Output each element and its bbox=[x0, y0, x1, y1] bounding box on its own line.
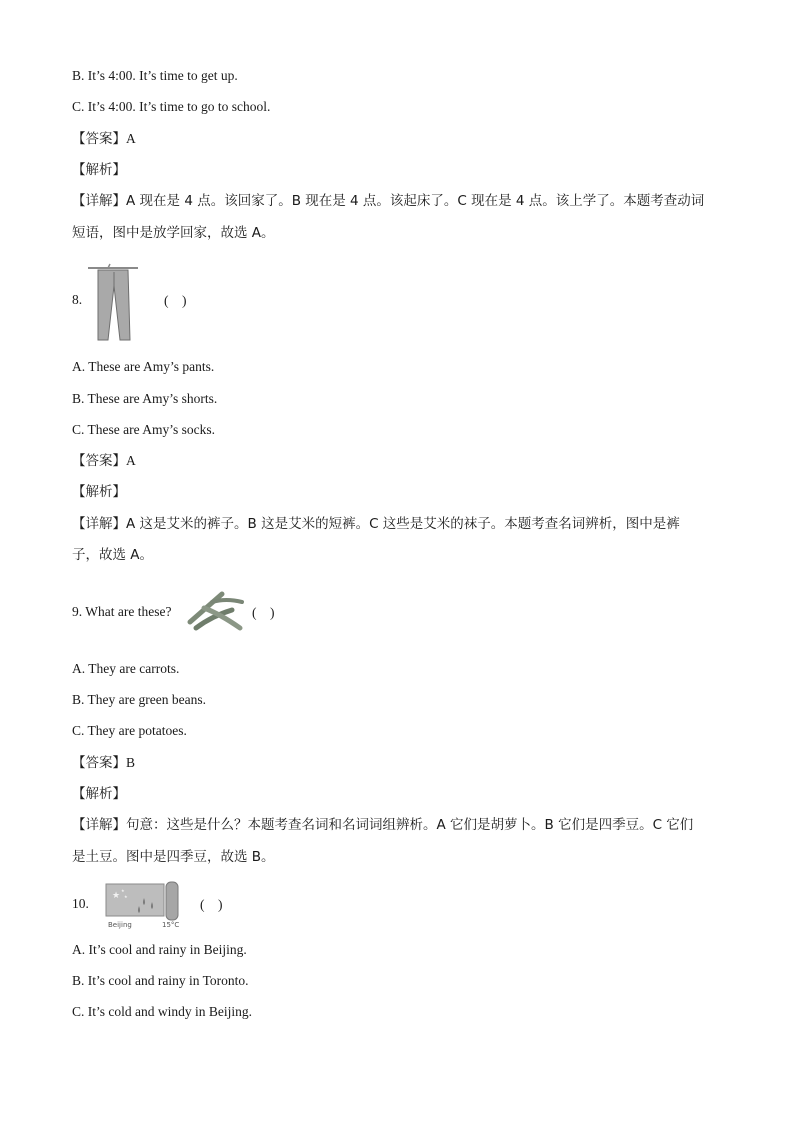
image-temp-label: 15°C bbox=[162, 921, 180, 929]
q10-option-a: A. It’s cool and rainy in Beijing. bbox=[72, 942, 247, 957]
q7-detail-line1: 【详解】A 现在是 4 点。该回家了。B 现在是 4 点。该起床了。C 现在是 4 点。该上学了。本题考查动词 bbox=[72, 193, 705, 209]
q10-option-b: B. It’s cool and rainy in Toronto. bbox=[72, 973, 249, 988]
answer-value: A bbox=[126, 131, 136, 146]
answer-label: 【答案】 bbox=[72, 131, 126, 147]
q7-option-c: C. It’s 4:00. It’s time to go to school. bbox=[72, 99, 271, 114]
q10-blank: ( ) bbox=[200, 897, 223, 912]
q9-analysis-label: 【解析】 bbox=[72, 786, 126, 802]
svg-text:★: ★ bbox=[112, 891, 121, 901]
q8-option-b: B. These are Amy’s shorts. bbox=[72, 391, 218, 406]
answer-value: B bbox=[126, 755, 136, 770]
q8-answer bbox=[72, 452, 136, 470]
q8-analysis-label: 【解析】 bbox=[72, 484, 126, 500]
pants-image bbox=[86, 262, 142, 342]
q9-question: 9. What are these? bbox=[72, 604, 172, 619]
q9-detail-line1: 【详解】句意：这些是什么？本题考查名词和名词词组辨析。A 它们是胡萝卜。B 它们是四季豆。C 它们 bbox=[72, 817, 694, 833]
answer-value: A bbox=[126, 453, 136, 468]
image-city-label: Beijing bbox=[108, 921, 132, 929]
answer-label: 【答案】 bbox=[72, 755, 126, 771]
answer-label: 【答案】 bbox=[72, 453, 126, 469]
q10-option-c: C. It’s cold and windy in Beijing. bbox=[72, 1004, 252, 1019]
q8-detail-line1: 【详解】A 这是艾米的裤子。B 这是艾米的短裤。C 这些是艾米的袜子。本题考查名词辨析，图中是裤 bbox=[72, 516, 680, 532]
q8-number: 8. bbox=[72, 292, 83, 307]
q9-answer bbox=[72, 754, 135, 772]
svg-text:★: ★ bbox=[121, 888, 125, 893]
q7-analysis-label: 【解析】 bbox=[72, 162, 126, 178]
q7-answer bbox=[72, 130, 136, 148]
q9-option-c: C. They are potatoes. bbox=[72, 723, 187, 738]
q8-option-c: C. These are Amy’s socks. bbox=[72, 422, 215, 437]
q8-detail-line2: 子，故选 A。 bbox=[72, 547, 154, 563]
detail-label: 【详解】 bbox=[72, 193, 126, 209]
q9-option-a: A. They are carrots. bbox=[72, 661, 180, 676]
q9-blank: ( ) bbox=[252, 605, 275, 620]
detail-label: 【详解】 bbox=[72, 817, 126, 833]
q8-option-a: A. These are Amy’s pants. bbox=[72, 359, 215, 374]
green-beans-image bbox=[186, 588, 246, 632]
q9-option-b: B. They are green beans. bbox=[72, 692, 206, 707]
weather-image bbox=[104, 880, 184, 930]
detail-label: 【详解】 bbox=[72, 516, 126, 532]
q10-number: 10. bbox=[72, 896, 89, 911]
q7-option-b: B. It’s 4:00. It’s time to get up. bbox=[72, 68, 238, 83]
q7-detail-line2: 短语，图中是放学回家，故选 A。 bbox=[72, 225, 275, 241]
q8-blank: ( ) bbox=[164, 293, 187, 308]
svg-text:★: ★ bbox=[124, 894, 128, 899]
q9-detail-line2: 是土豆。图中是四季豆，故选 B。 bbox=[72, 849, 275, 865]
